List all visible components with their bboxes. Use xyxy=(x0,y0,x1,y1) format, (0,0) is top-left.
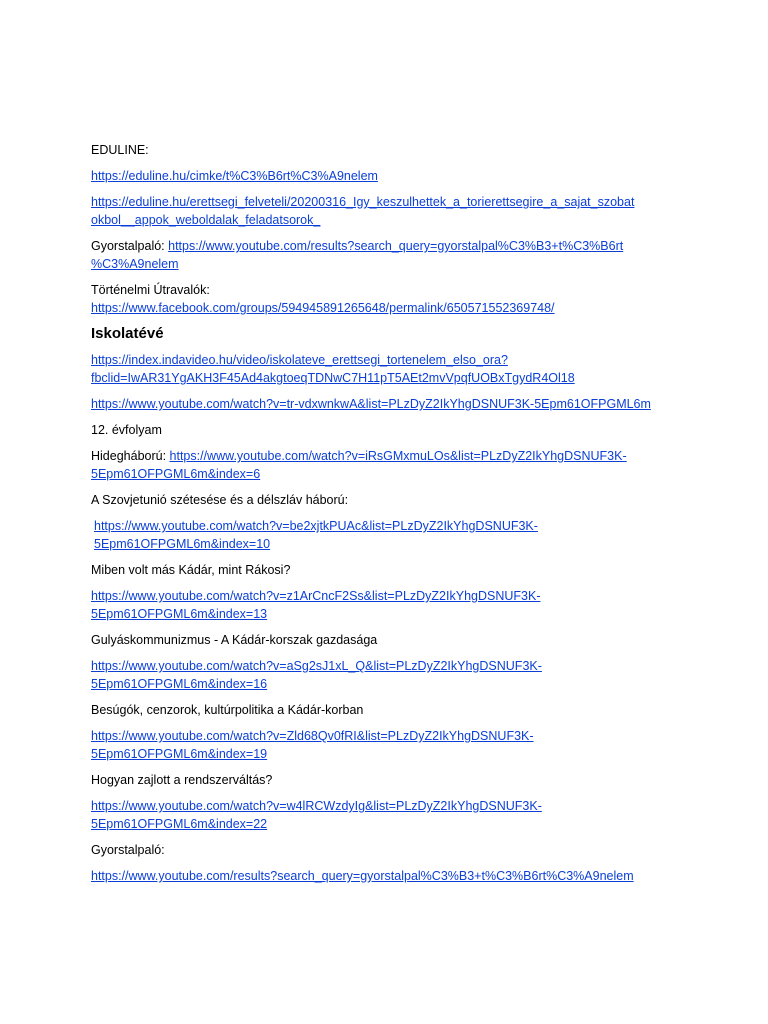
grade-label: 12. évfolyam xyxy=(91,423,162,437)
szovjetunio-link-line-1: https://www.youtube.com/watch?v=be2xjtkPUAc&list=PLzDyZ2IkYhgDSNUF3K- xyxy=(94,519,538,533)
besugok-paragraph xyxy=(91,727,681,763)
hideghaboru-link-line-2: 5Epm61OFPGML6m&index=6 xyxy=(91,467,261,481)
utravalok-label: Történelmi Útravalók: xyxy=(91,283,210,297)
besugok-link-line-1: https://www.youtube.com/watch?v=Zld68Qv0fRI&list=PLzDyZ2IkYhgDSNUF3K- xyxy=(91,729,534,743)
eduline-label: EDULINE: xyxy=(91,143,149,157)
gulyas-link-line-1: https://www.youtube.com/watch?v=aSg2sJ1xL_Q&list=PLzDyZ2IkYhgDSNUF3K- xyxy=(91,659,542,673)
kadar-rakosi-link-line-2: 5Epm61OFPGML6m&index=13 xyxy=(91,607,268,621)
kadar-rakosi-paragraph xyxy=(91,587,681,623)
eduline-link-1-paragraph xyxy=(91,167,681,185)
kadar-rakosi-link[interactable] xyxy=(91,589,540,621)
youtube-playlist-link[interactable]: https://www.youtube.com/watch?v=tr-vdxwnkwA&list=PLzDyZ2IkYhgDSNUF3K-5Epm61OFPGML6m xyxy=(91,397,651,411)
indavideo-link[interactable] xyxy=(91,353,575,385)
besugok-link-line-2: 5Epm61OFPGML6m&index=19 xyxy=(91,747,268,761)
gulyas-paragraph xyxy=(91,657,681,693)
szovjetunio-paragraph xyxy=(91,517,681,553)
gyorstalpalo2-label: Gyorstalpaló: xyxy=(91,843,165,857)
youtube-playlist-paragraph xyxy=(91,395,681,413)
gyorstalpalo2-link[interactable]: https://www.youtube.com/results?search_query=gyorstalpal%C3%B3+t%C3%B6rt%C3%A9nelem xyxy=(91,869,634,883)
gulyas-link-line-2: 5Epm61OFPGML6m&index=16 xyxy=(91,677,268,691)
hideghaboru-label: Hidegháború: xyxy=(91,449,170,463)
gyorstalpalo-link-line-2: %C3%A9nelem xyxy=(91,257,179,271)
szovjetunio-link[interactable] xyxy=(94,519,538,551)
gyorstalpalo-label: Gyorstalpaló: xyxy=(91,239,169,253)
eduline-link-2-line-1: https://eduline.hu/erettsegi_felveteli/20200316_Igy_keszulhettek_a_torierettsegire_a_sajat_szobat xyxy=(91,195,635,209)
indavideo-paragraph xyxy=(91,351,681,387)
eduline-link-2[interactable] xyxy=(91,195,634,227)
gyorstalpalo-link[interactable] xyxy=(91,239,623,271)
utravalok-link[interactable]: https://www.facebook.com/groups/594945891265648/permalink/650571552369748/ xyxy=(91,301,555,315)
hideghaboru-paragraph xyxy=(91,447,681,483)
rendszervaltas-link[interactable] xyxy=(91,799,542,831)
rendszervaltas-link-line-2: 5Epm61OFPGML6m&index=22 xyxy=(91,817,268,831)
rendszervaltas-link-line-1: https://www.youtube.com/watch?v=w4lRCWzdyIg&list=PLzDyZ2IkYhgDSNUF3K- xyxy=(91,799,542,813)
gulyas-link[interactable] xyxy=(91,659,542,691)
besugok-link[interactable] xyxy=(91,729,534,761)
eduline-link-2-line-2: okbol__appok_weboldalak_feladatsorok_ xyxy=(91,213,321,227)
besugok-label: Besúgók, cenzorok, kultúrpolitika a Kádár-korban xyxy=(91,703,364,717)
rendszervaltas-label: Hogyan zajlott a rendszerváltás? xyxy=(91,773,273,787)
szovjetunio-link-line-2: 5Epm61OFPGML6m&index=10 xyxy=(94,537,271,551)
iskolateve-heading: Iskolatévé xyxy=(91,325,164,342)
indavideo-link-line-1: https://index.indavideo.hu/video/iskolateve_erettsegi_tortenelem_elso_ora? xyxy=(91,353,508,367)
gyorstalpalo2-paragraph xyxy=(91,867,681,885)
gyorstalpalo-paragraph xyxy=(91,237,681,273)
kadar-rakosi-link-line-1: https://www.youtube.com/watch?v=z1ArCncF2Ss&list=PLzDyZ2IkYhgDSNUF3K- xyxy=(91,589,541,603)
szovjetunio-label: A Szovjetunió szétesése és a délszláv háború: xyxy=(91,493,349,507)
hideghaboru-link[interactable] xyxy=(91,449,627,481)
indavideo-link-line-2: fbclid=IwAR31YgAKH3F45Ad4akgtoeqTDNwC7H11pT5AEt2mvVpqfUOBxTgydR4Ol18 xyxy=(91,371,575,385)
utravalok-paragraph xyxy=(91,281,681,317)
hideghaboru-link-line-1: https://www.youtube.com/watch?v=iRsGMxmuLOs&list=PLzDyZ2IkYhgDSNUF3K- xyxy=(169,449,627,463)
kadar-rakosi-label: Miben volt más Kádár, mint Rákosi? xyxy=(91,563,291,577)
gulyas-label: Gulyáskommunizmus - A Kádár-korszak gazdasága xyxy=(91,633,378,647)
rendszervaltas-paragraph xyxy=(91,797,681,833)
document-content xyxy=(91,141,681,893)
eduline-link-2-paragraph xyxy=(91,193,681,229)
gyorstalpalo-link-line-1: https://www.youtube.com/results?search_query=gyorstalpal%C3%B3+t%C3%B6rt xyxy=(168,239,624,253)
eduline-link-1[interactable]: https://eduline.hu/cimke/t%C3%B6rt%C3%A9nelem xyxy=(91,169,378,183)
